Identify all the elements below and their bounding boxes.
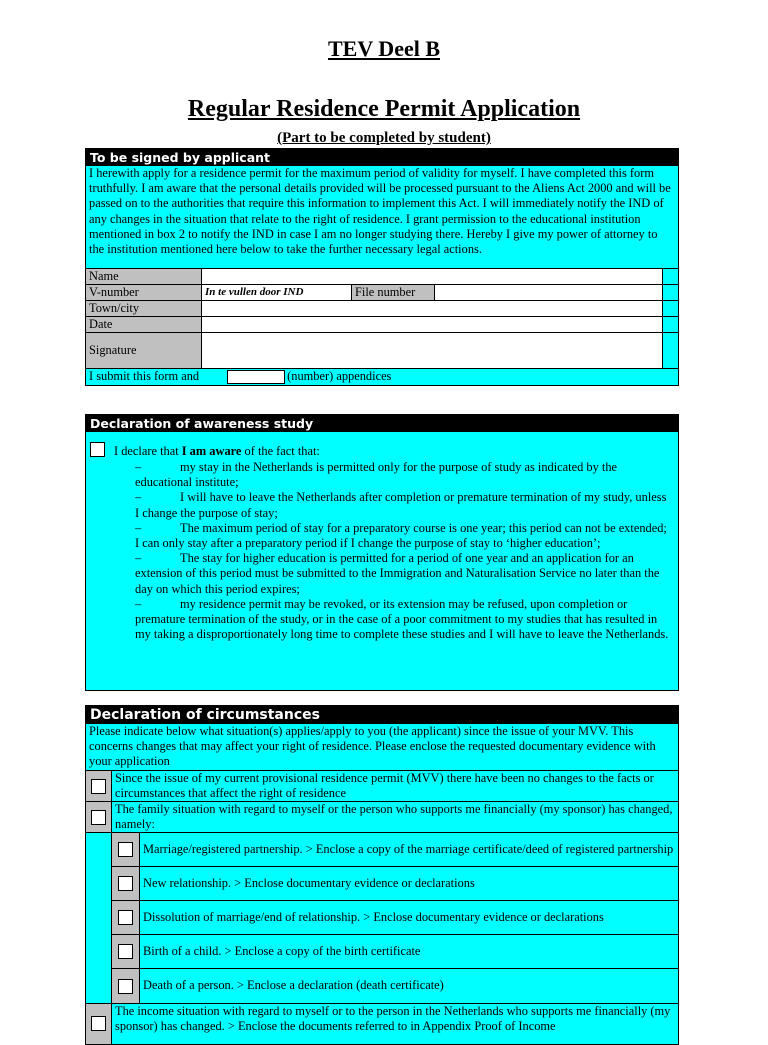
date-row — [86, 317, 678, 333]
submit-prefix: I submit this form and — [89, 369, 200, 384]
signature-label: Signature — [86, 333, 202, 368]
family-row — [86, 801, 678, 832]
death-checkbox[interactable] — [118, 979, 133, 994]
income-change-label: The income situation with regard to myself or to the person in the Netherlands who supports me financially (my sponsor) has changed. > Enclose the documents referred to in Appendix Proof of Income — [115, 1004, 671, 1034]
file-number-label: File number — [352, 285, 435, 300]
awareness-section-header: Declaration of awareness study — [86, 415, 678, 432]
vnumber-label: V-number — [86, 285, 202, 300]
family-change-checkbox[interactable] — [91, 810, 106, 825]
circumstances-section — [85, 705, 679, 1045]
list-item: – I will have to leave the Netherlands after completion or premature termination of my study, unless I change the purpose of stay; — [135, 490, 667, 520]
new-relationship-checkbox[interactable] — [118, 876, 133, 891]
family-sub-options — [86, 832, 678, 1003]
signature-field[interactable] — [202, 333, 663, 368]
town-label: Town/city — [86, 301, 202, 316]
no-change-label: Since the issue of my current provisional residence permit (MVV) there have been no changes to the facts or circumstances that affect the right of residence — [115, 771, 654, 801]
family-change-label: The family situation with regard to myself or the person who supports me financially (my sponsor) has changed, namely: — [115, 802, 673, 832]
submit-suffix: (number) appendices — [287, 369, 392, 384]
dissolution-checkbox[interactable] — [118, 910, 133, 925]
list-item: Birth of a child. > Enclose a copy of the birth certificate — [112, 935, 678, 969]
applicant-section-header: To be signed by applicant — [86, 149, 678, 166]
list-item: Dissolution of marriage/end of relationship. > Enclose documentary evidence or declarations — [112, 901, 678, 935]
list-item: New relationship. > Enclose documentary evidence or declarations — [112, 867, 678, 901]
list-item: – my stay in the Netherlands is permitted only for the purpose of study as indicated by the educational institute; — [135, 460, 618, 490]
list-item: – my residence permit may be revoked, or its extension may be refused, upon completion or premature termination of the study, or in the case of a poor commitment to my studies that has resulted in my taking a disproportionately long time to complete these studies and I will have to leave the Netherlands. — [135, 596, 669, 642]
vnumber-row — [86, 285, 678, 301]
vnumber-value: In te vullen door IND — [202, 285, 352, 300]
applicant-grid — [86, 268, 678, 385]
awareness-lead: I declare that I am aware of the fact that: — [114, 444, 320, 458]
appendices-count-field[interactable] — [227, 370, 285, 384]
file-number-field[interactable] — [435, 285, 662, 300]
name-field[interactable] — [202, 269, 663, 284]
document-title: TEV Deel B — [327, 36, 441, 61]
applicant-section — [85, 148, 679, 386]
submit-row — [86, 369, 678, 385]
name-row — [86, 269, 678, 285]
no-change-checkbox[interactable] — [91, 779, 106, 794]
form-note: (Part to be completed by student) — [277, 130, 491, 146]
list-item: – The maximum period of stay for a preparatory course is one year; this period can not be extended; I can only stay after a preparatory period if I change the purpose of stay to ‘higher education’; — [135, 520, 667, 551]
birth-checkbox[interactable] — [118, 944, 133, 959]
list-item: Death of a person. > Enclose a declaration (death certificate) — [112, 969, 678, 1003]
list-item: Marriage/registered partnership. > Enclose a copy of the marriage certificate/deed of registered partnership — [112, 833, 678, 867]
marriage-checkbox[interactable] — [118, 842, 133, 857]
town-row — [86, 301, 678, 317]
vnumber-field-group — [202, 285, 663, 300]
name-label: Name — [86, 269, 202, 284]
town-field[interactable] — [202, 301, 663, 316]
form-title: Regular Residence Permit Application — [187, 96, 581, 122]
signature-row — [86, 333, 678, 369]
awareness-checkbox[interactable] — [90, 442, 105, 457]
applicant-intro: I herewith apply for a residence permit for the maximum period of validity for myself. I have completed this form truthfully. I am aware that the personal details provided will be processed pursuant to the Aliens Act 2000 and will be passed on to the authorities that require this information to implement this Act. I will immediately notify the IND of any changes in the situation that relate to the right of residence. I grant permission to the educational institution mentioned in box 2 to notify the IND in case I am no longer studying there. Hereby I give my power of attorney to the institution mentioned here below to take the further necessary legal actions. — [89, 166, 671, 257]
circumstances-section-header: Declaration of circumstances — [86, 706, 678, 724]
circumstances-intro: Please indicate below what situation(s) applies/apply to you (the applicant) since the issue of your MVV. This concerns changes that may affect your right of residence. Please enclose the requested documentary evidence with your application — [89, 724, 656, 769]
list-item: – The stay for higher education is permitted for a period of one year and an application for an extension of this period must be submitted to the Immigration and Naturalisation Service no later than the day on which this period expires; — [135, 551, 660, 596]
date-field[interactable] — [202, 317, 663, 332]
awareness-section — [85, 414, 679, 691]
date-label: Date — [86, 317, 202, 332]
awareness-list — [135, 460, 673, 642]
no-change-row — [86, 770, 678, 801]
